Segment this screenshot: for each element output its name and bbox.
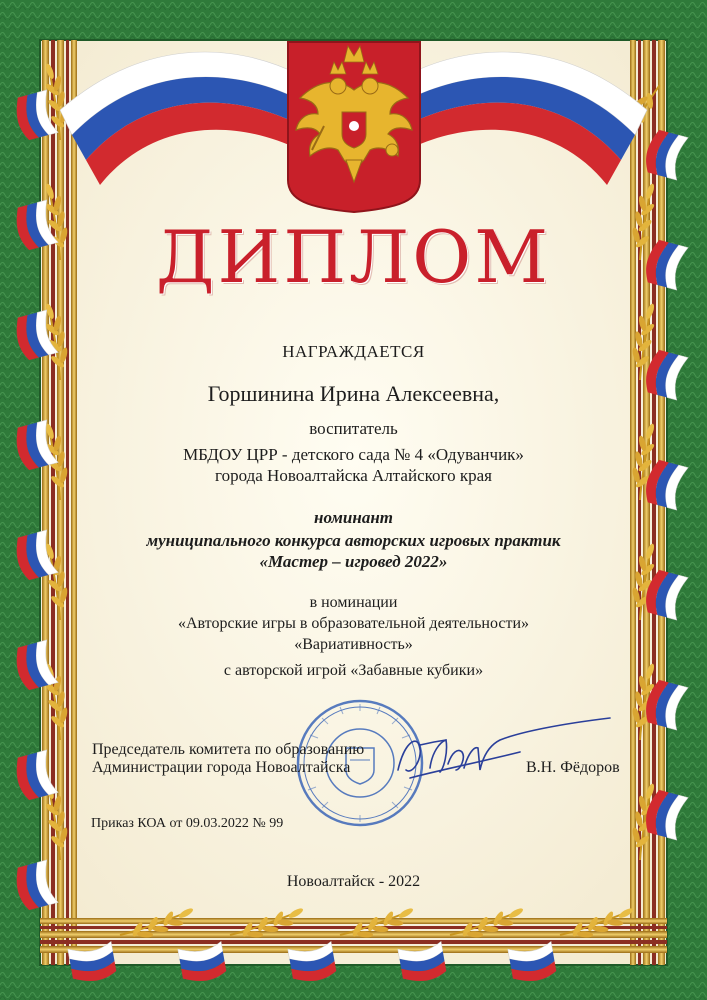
- status-label: номинант: [314, 508, 393, 527]
- nomination-intro: в номинации: [309, 594, 398, 611]
- signatory-title-line-1: Председатель комитета по образованию: [92, 741, 365, 758]
- nomination-line-1: «Авторские игры в образовательной деятельности»: [177, 615, 530, 632]
- awarded-label: НАГРАЖДАЕТСЯ: [282, 342, 425, 361]
- nomination-line-2: «Вариативность»: [294, 636, 413, 653]
- diploma-title: ДИПЛОМ: [156, 215, 551, 299]
- signatory-name: В.Н. Фёдоров: [526, 759, 620, 776]
- order-reference: Приказ КОА от 09.03.2022 № 99: [91, 816, 284, 831]
- contest-line-1: муниципального конкурса авторских игровых практик: [146, 531, 561, 550]
- recipient-name: Горшинина Ирина Алексеевна,: [207, 381, 500, 406]
- city-year: Новоалтайск - 2022: [286, 873, 421, 890]
- coat-of-arms-emblem: [288, 42, 420, 212]
- signatory-title-line-2: Администрации города Новоалтайска: [92, 759, 351, 776]
- organization-line-1: МБДОУ ЦРР - детского сада № 4 «Одуванчик»: [183, 445, 524, 464]
- game-title: с авторской игрой «Забавные кубики»: [223, 662, 484, 679]
- recipient-position: воспитатель: [309, 419, 398, 438]
- contest-line-2: «Мастер – игровед 2022»: [259, 552, 448, 571]
- organization-line-2: города Новоалтайска Алтайского края: [215, 466, 492, 485]
